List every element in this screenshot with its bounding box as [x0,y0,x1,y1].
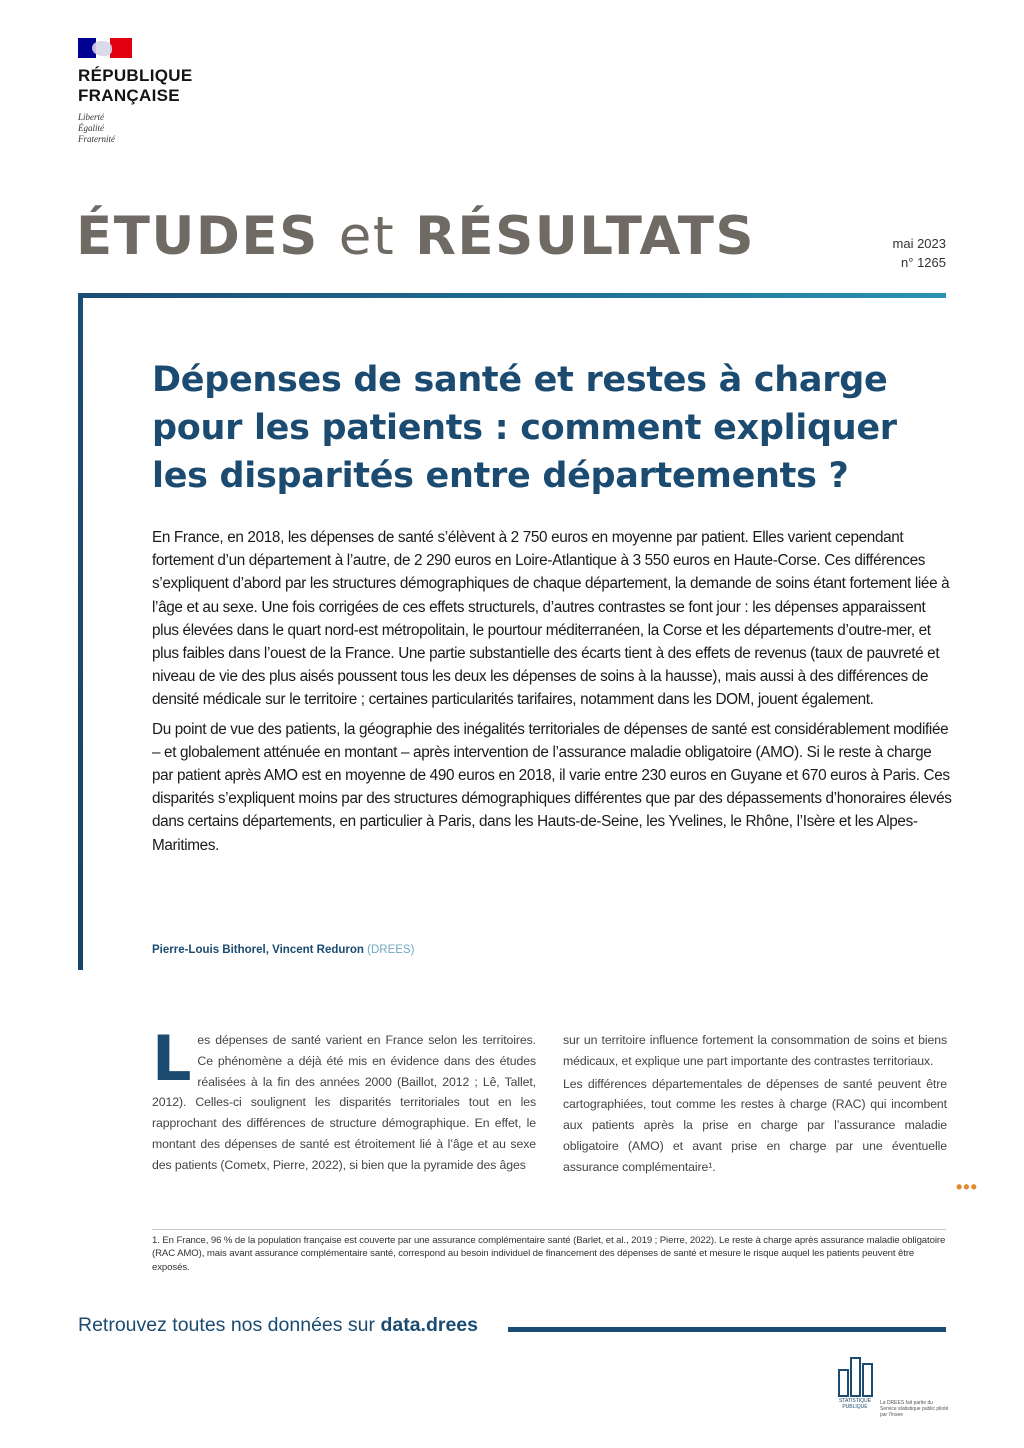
article-title-line-3: les disparités entre départements ? [152,456,849,496]
frame-left-rule [78,293,83,970]
footer-data-link[interactable] [78,1314,478,1337]
abstract [152,526,952,863]
publication-title [76,206,755,267]
frame-top-rule [78,293,946,298]
rf-line-1: RÉPUBLIQUE [78,66,193,85]
statistique-publique-note: La DREES fait partie du Service statistique public piloté par l’Insee [880,1400,949,1418]
footnote: 1. En France, 96 % de la population française est couverte par une assurance complémentaire santé (Barlet, et al., 2019 ; Pierre, 2022). Le reste à charge après assurance maladie obligatoire (RAC AMO), mais avant assurance complémentaire santé, correspond au besoin individuel de financement des dépenses de santé et mesure le risque auquel les patients peuvent être exposés. [152,1235,946,1273]
abstract-paragraph-1: En France, en 2018, les dépenses de santé s’élèvent à 2 750 euros en moyenne par patient. Elles varient cependant fortement d’un département à l’autre, de 2 290 euros en Loire-Atlantique à 3 550 euros en Haute-Corse. Ces différences s’expliquent d’abord par les structures démographiques de chaque département, la demande de soins étant fortement liée à l’âge et au sexe. Une fois corrigées de ces effets structurels, d’autres contrastes se font jour : les dépenses apparaissent plus élevées dans le quart nord-est métropolitain, le pourtour méditerranéen, la Corse et les départements d’outre-mer, et plus faibles dans l’ouest de la France. Une partie substantielle des écarts tient à des effets de revenus (taux de pauvreté et niveau de vie des plus aisés poussent tous les deux les dépenses de soins à la hausse), mais aussi à des différences de densité médicale sur le territoire ; certaines particularités tarifaires, notamment dans les DOM, jouent également. [152,529,950,709]
pub-title-word-1: ÉTUDES [76,206,319,267]
footer-text-prefix: Retrouvez toutes nos données sur [78,1314,376,1336]
authors-org: (DREES) [367,944,415,956]
body-col1-paragraph: es dépenses de santé varient en France selon les territoires. Ce phénomène a déjà été mis en évidence dans des études réalisées à la fin des années 2000 (Baillot, 2012 ; Lê, Tallet, 2012). Celles-ci soulignent les disparités territoriales tout en les rapprochant des différences de structure démographique. En effet, le montant des dépenses de santé est étroitement lié à l’âge et au sexe des patients (Cometx, Pierre, 2022), si bien que la pyramide des âges [152,1033,536,1172]
republique-francaise-logo [78,38,238,145]
body-column-1 [152,1022,536,1178]
issue-date: mai 2023 [892,236,946,251]
footer-text-link[interactable]: data.drees [380,1314,478,1336]
body-col2-paragraph-1: sur un territoire influence fortement la consommation de soins et biens médicaux, et explique une part importante des contrastes territoriaux. [563,1033,947,1068]
continue-indicator-icon: ••• [956,1177,978,1197]
article-title-line-2: pour les patients : comment expliquer [152,408,897,448]
issue-info [893,234,946,272]
devise-fraternite: Fraternité [78,134,115,144]
article-title [152,356,942,500]
devise-egalite: Égalité [78,123,104,133]
abstract-paragraph-2: Du point de vue des patients, la géographie des inégalités territoriales de dépenses de santé est considérablement modifiée – et globalement atténuée en montant – après intervention de l’assurance maladie obligatoire (AMO). Si le reste à charge par patient après AMO est en moyenne de 490 euros en 2018, il varie entre 230 euros en Guyane et 670 euros à Paris. Ces disparités s’expliquent moins par des structures démographiques différentes que par des dépassements d’honoraires élevés dans certains départements, en particulier à Paris, dans les Hauts-de-Seine, les Yvelines, le Rhône, l’Isère et les Alpes-Maritimes. [152,720,952,854]
body-column-2 [563,1030,947,1180]
article-title-line-1: Dépenses de santé et restes à charge [152,360,888,400]
footnote-divider [152,1229,946,1230]
pub-title-word-2: et [338,206,396,267]
marianne-flag-icon [78,38,132,58]
authors-names: Pierre-Louis Bithorel, Vincent Reduron [152,944,364,956]
issue-number: n° 1265 [901,255,946,270]
body-col2-paragraph-2: Les différences départementales de dépenses de santé peuvent être cartographiées, tout comme les restes à charge (RAC) qui incombent aux patients après la prise en charge par l’assurance maladie obligatoire (AMO) et avant prise en charge par une éventuelle assurance complémentaire¹. [563,1076,947,1174]
statistique-publique-caption: STATISTIQUE PUBLIQUE [838,1398,872,1410]
footer-rule [508,1327,946,1332]
authors [152,944,414,956]
rf-line-2: FRANÇAISE [78,86,180,105]
dropcap: L [152,1022,192,1095]
devise [78,112,238,145]
devise-liberte: Liberté [78,112,104,122]
pub-title-word-3: RÉSULTATS [415,206,756,267]
